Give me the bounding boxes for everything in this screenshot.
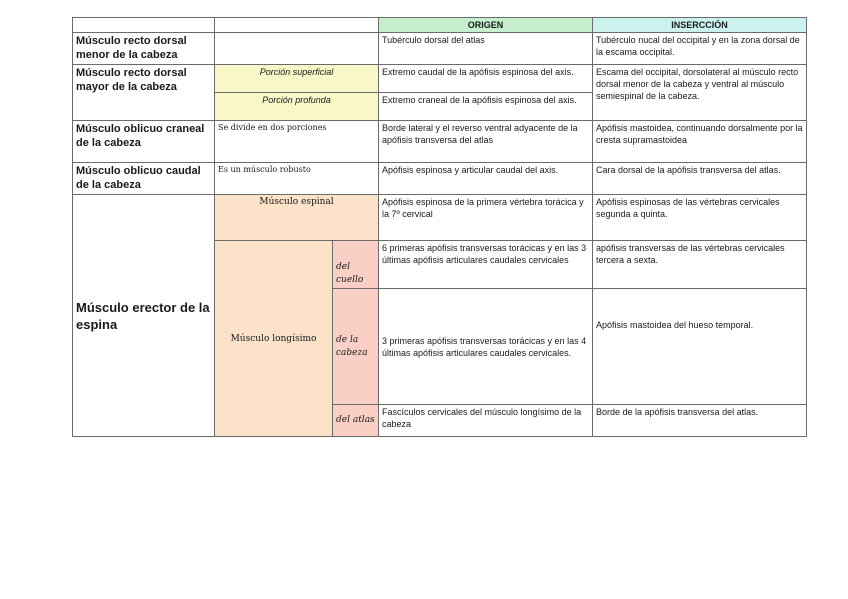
row-oblicuo-craneal xyxy=(73,121,807,163)
oblicuo-caudal-origen: Apófisis espinosa y articular caudal del axis. xyxy=(379,163,593,195)
oblicuo-craneal-insercion: Apófisis mastoidea, continuando dorsalmente por la cresta supramastoidea xyxy=(593,121,807,163)
recto-menor-insercion: Tubérculo nucal del occipital y en la zona dorsal de la escama occipital. xyxy=(593,33,807,65)
muscles-table xyxy=(72,17,807,437)
longisimo-atlas-origen: Fascículos cervicales del músculo longísimo de la cabeza xyxy=(379,405,593,437)
recto-mayor-origen-2: Extremo craneal de la apófisis espinosa del axis. xyxy=(379,93,593,121)
header-empty-1 xyxy=(73,18,215,33)
recto-mayor-origen-1: Extremo caudal de la apófisis espinosa del axis. xyxy=(379,65,593,93)
longisimo-cabeza-origen: 3 primeras apófisis transversas torácicas y en las 4 últimas apófisis articulares caudales cervicales. xyxy=(379,289,593,405)
muscle-erector-espina: Músculo erector de la espina xyxy=(73,195,215,437)
muscle-oblicuo-craneal: Músculo oblicuo craneal de la cabeza xyxy=(73,121,215,163)
longisimo-atlas-label: del atlas xyxy=(333,405,379,437)
musculo-longisimo: Músculo longísimo xyxy=(215,241,333,437)
oblicuo-caudal-note: Es un músculo robusto xyxy=(215,163,379,195)
row-recto-menor xyxy=(73,33,807,65)
row-espinal xyxy=(73,195,807,241)
longisimo-cuello-insercion: apófisis transversas de las vértebras cervicales tercera a sexta. xyxy=(593,241,807,289)
recto-mayor-insercion: Escama del occipital, dorsolateral al músculo recto dorsal menor de la cabeza y ventral al músculo semiespinal de la cabeza. xyxy=(593,65,807,121)
muscle-oblicuo-caudal: Músculo oblicuo caudal de la cabeza xyxy=(73,163,215,195)
header-origen: ORIGEN xyxy=(379,18,593,33)
recto-menor-empty xyxy=(215,33,379,65)
row-oblicuo-caudal xyxy=(73,163,807,195)
oblicuo-caudal-insercion: Cara dorsal de la apófisis transversa del atlas. xyxy=(593,163,807,195)
header-row xyxy=(73,18,807,33)
muscle-recto-menor: Músculo recto dorsal menor de la cabeza xyxy=(73,33,215,65)
recto-menor-origen: Tubérculo dorsal del atlas xyxy=(379,33,593,65)
espinal-origen: Apófisis espinosa de la primera vértebra torácica y la 7º cervical xyxy=(379,195,593,241)
longisimo-cabeza-insercion: Apófisis mastoidea del hueso temporal. xyxy=(593,289,807,405)
header-insercion: INSERCCIÓN xyxy=(593,18,807,33)
portion-superficial: Porción superficial xyxy=(215,65,379,93)
longisimo-cabeza-label: de la cabeza xyxy=(333,289,379,405)
longisimo-cuello-origen: 6 primeras apófisis transversas torácicas y en las 3 últimas apófisis articulares caudales cervicales xyxy=(379,241,593,289)
longisimo-cuello-label: del cuello xyxy=(333,241,379,289)
oblicuo-craneal-origen: Borde lateral y el reverso ventral adyacente de la apófisis transversa del atlas xyxy=(379,121,593,163)
portion-profunda: Porción profunda xyxy=(215,93,379,121)
oblicuo-craneal-note: Se divide en dos porciones xyxy=(215,121,379,163)
longisimo-atlas-insercion: Borde de la apófisis transversa del atlas. xyxy=(593,405,807,437)
header-empty-2 xyxy=(215,18,379,33)
row-recto-mayor-1 xyxy=(73,65,807,93)
musculo-espinal: Músculo espinal xyxy=(215,195,379,241)
espinal-insercion: Apófisis espinosas de las vértebras cervicales segunda a quinta. xyxy=(593,195,807,241)
muscle-recto-mayor: Músculo recto dorsal mayor de la cabeza xyxy=(73,65,215,121)
